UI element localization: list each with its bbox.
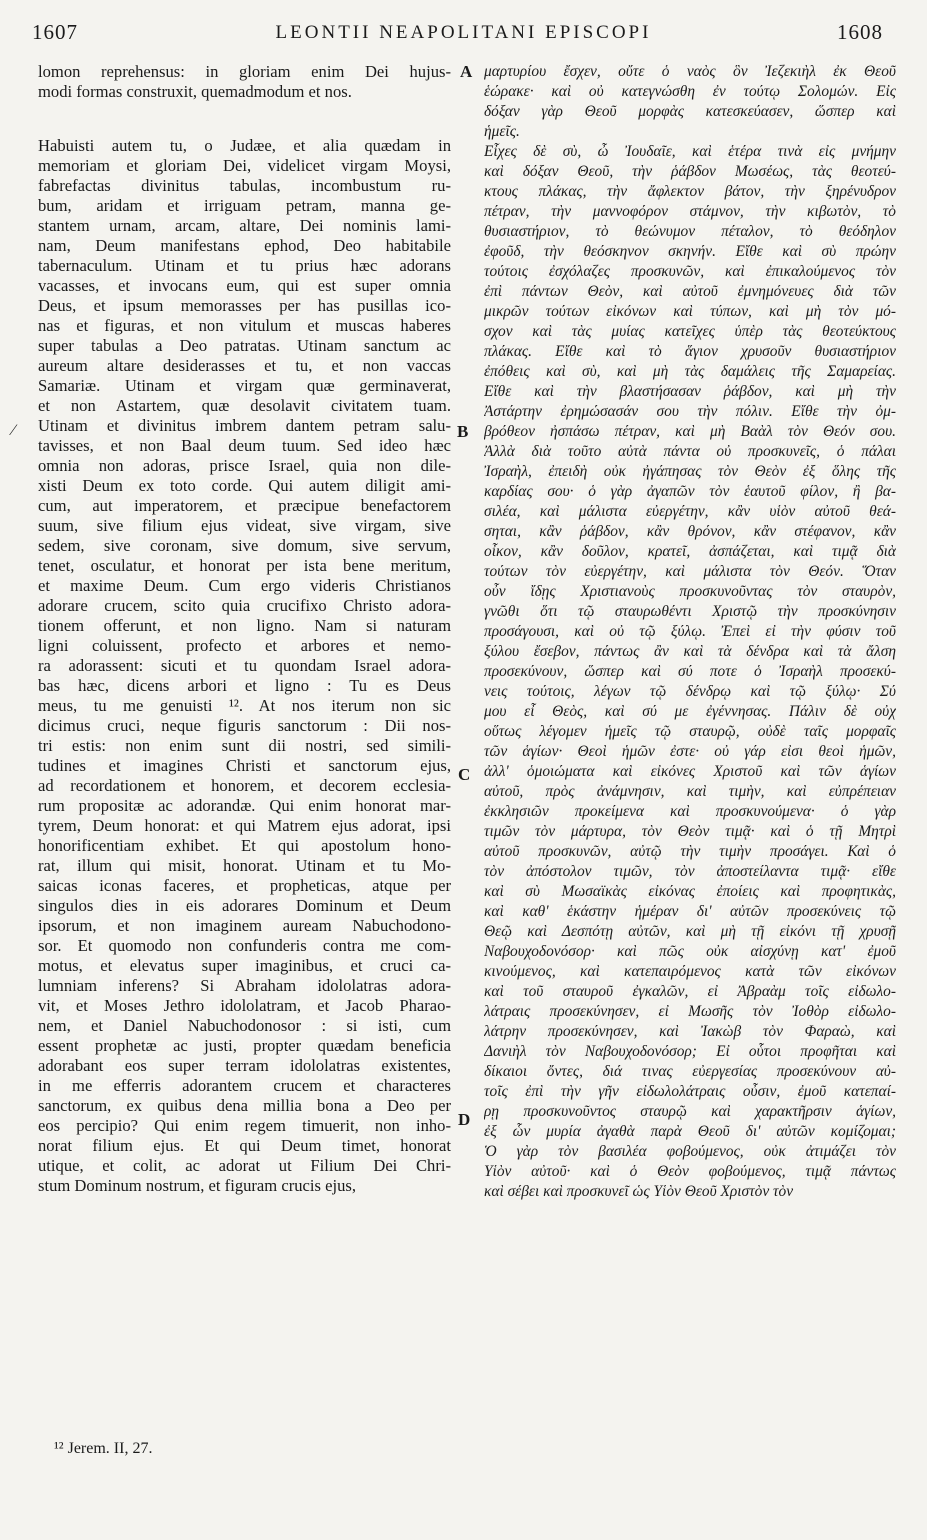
text-line: aureum altare desiderasses et tu, et non vaccas xyxy=(38,356,451,375)
text-line: Ἀστάρτην ἐρημώσασάν σου τὴν πόλιν. Εἴθε τὴν ὀμ- xyxy=(484,403,896,420)
text-line: memoriam et gloriam Dei, videlicet virgam Moysi, xyxy=(38,156,451,175)
text-line: Θεῷ καὶ Δεσπότῃ αὐτῶν, καὶ μὴ τῇ εἰκόνι τῇ χρυσῇ xyxy=(484,923,896,940)
text-line: μαρτυρίου ἔσχεν, οὔτε ὁ ναὸς ὃν Ἰεζεκιὴλ ἐκ Θεοῦ xyxy=(484,63,896,80)
text-line: καρδίας σου· ὁ γὰρ ἀγαπῶν τὸν ἑαυτοῦ φίλον, ἢ βα- xyxy=(484,483,896,500)
text-line: ἡμεῖς. xyxy=(484,123,520,140)
text-line: νεις τούτοις, λέγων τῷ δένδρῳ καὶ τῷ ξύλῳ· Σύ xyxy=(484,683,896,700)
paragraph-gap xyxy=(38,102,451,136)
text-line: tyrem, Deum honorat: et qui Matrem ejus adorat, ipsi xyxy=(38,816,451,835)
text-line: sor. Et quomodo non confunderis contra me com- xyxy=(38,936,451,955)
text-line: αὐτοῦ, πρὸς ἀνάμνησιν, καὶ τιμὴν, καὶ εὐπρέπειαν xyxy=(484,783,896,800)
text-line: honorificentiam exhibet. Et qui apostolum hono- xyxy=(38,836,451,855)
text-line: nam, Deum manifestans ephod, Deo habitabile xyxy=(38,236,451,255)
text-line: suum, sive filium ejus videat, sive virgam, sive xyxy=(38,516,451,535)
text-line: dicimus cruci, neque figuris sanctorum : Dii nos- xyxy=(38,716,451,735)
text-line: ἐκκλησιῶν προκείμενα καὶ προσκυνούμενα· ὁ γὰρ xyxy=(484,803,896,820)
text-line: singulos dies in eis adorares Dominum et Deum xyxy=(38,896,451,915)
text-line: ra adorassent: sicuti et tu quondam Israel adora- xyxy=(38,656,451,675)
text-line: Samariæ. Utinam et virgam quæ germinaverat, xyxy=(38,376,451,395)
text-line: Ἰσραὴλ, ἐπειδὴ οὐκ ἠγάπησας τὸν Θεὸν ἐξ ὅλης τῆς xyxy=(484,463,896,480)
text-line: θυσιαστήριον, τὸ θεώνυμον πέταλον, τὸ θεόδηλον xyxy=(484,223,896,240)
text-line: stantem urnam, arcam, altare, Dei nominis lami- xyxy=(38,216,451,235)
text-line: nas et figuras, et non vitulum et muscas haberes xyxy=(38,316,451,335)
text-line: καὶ τοῦ σταυροῦ ἐγκαλῶν, εἰ Ἀβραὰμ τοῖς εἰδωλο- xyxy=(484,983,896,1000)
text-line: λάτρην προσεκύνησεν, καὶ Ἰακὼβ τὸν Φαραὼ, καὶ xyxy=(484,1023,896,1040)
page-number-left: 1607 xyxy=(32,20,78,44)
text-line: ligni coluissent, profecto et arbores et nemo- xyxy=(38,636,451,655)
text-line: δόξαν γὰρ Θεοῦ μορφὰς κατεσκεύασεν, ὥσπερ καὶ xyxy=(484,103,896,120)
text-line: meus, tu me genuisti ¹². At nos iterum non sic xyxy=(38,696,451,715)
footnote: ¹² Jerem. II, 27. xyxy=(54,1440,153,1457)
text-line: καὶ δόξαν Θεοῦ, τὴν ῥάβδον Μωσέως, τὰς θεοτεύ- xyxy=(484,163,896,180)
text-line: et maxime Deum. Cum ergo videris Christianos xyxy=(38,576,451,595)
text-line: τοῖς ἐπὶ τὴν γῆν εἰδωλολάτραις οὖσιν, ἐμοῦ κατεπαί- xyxy=(484,1083,896,1100)
text-line: in me efferris adorantem crucem et characteres xyxy=(38,1076,451,1095)
text-line: super tabulas a Deo patratas. Utinam sanctum ac xyxy=(38,336,451,355)
text-line: tionem offerunt, et non ligno. Nam si naturam xyxy=(38,616,451,635)
text-line: omnia non adoras, prisce Israel, quia non dile- xyxy=(38,456,451,475)
text-line: Habuisti autem tu, o Judæe, et alia quædam in xyxy=(38,136,451,155)
text-line: stum Dominum nostrum, et figuram crucis ejus, xyxy=(38,1176,357,1195)
text-line: et non Astartem, quæ desolavit civitatem tuam. xyxy=(38,396,451,415)
text-line: essent prophetæ ac justi, propter quædam beneficia xyxy=(38,1036,451,1055)
section-marker-d: D xyxy=(458,1110,471,1129)
text-line: cum, aut imperatorem, et præcipue benefactorem xyxy=(38,496,451,515)
page-number-right: 1608 xyxy=(837,20,883,44)
text-line: ad recordationem et honorem, et decorem ecclesia- xyxy=(38,776,451,795)
text-line: Deus, et ipsum memorasses per has pusillas ico- xyxy=(38,296,451,315)
text-line: τούτοις ἐσχόλαζες προσκυνῶν, καὶ ἐπικαλούμενος τὸν xyxy=(484,263,896,280)
text-line: ἐφοῦδ, τὴν θεόσκηνον σκηνήν. Εἴθε καὶ σὺ πρώην xyxy=(484,243,896,260)
text-line: καὶ σὺ Μωσαϊκὰς εἰκόνας ἐποίεις καὶ προφητικὰς, xyxy=(484,883,896,900)
text-line: πέτραν, τὴν μαννοφόρον στάμνον, τὴν κιβωτὸν, τὸ xyxy=(484,203,896,220)
text-line: δίκαιοι ὄντες, διά τινας εὐεργεσίας προσεκύνουν αὐ- xyxy=(484,1063,896,1080)
margin-annotation: ⁄ xyxy=(12,422,15,439)
text-line: καὶ σέβει καὶ προσκυνεῖ ὡς Υἱὸν Θεοῦ Χριστὸν τὸν xyxy=(484,1183,794,1200)
text-line: rat, illum qui misit, honorat. Utinam et tu Mo- xyxy=(38,856,451,875)
text-line: tudines et imagines Christi et sanctorum ejus, xyxy=(38,756,451,775)
section-marker-c: C xyxy=(458,765,471,784)
text-line: fabrefactas divinitus tabulas, incombustum ru- xyxy=(38,176,451,195)
text-line: αὐτοῦ προσκυνῶν, αὐτῷ τὴν τιμὴν προσάγει. Καὶ ὁ xyxy=(484,843,896,860)
text-line: Εἶχες δὲ σὺ, ὦ Ἰουδαῖε, καὶ ἑτέρα τινὰ εἰς μνήμην xyxy=(484,143,896,160)
text-line: τὸν ἀπόστολον τιμῶν, τὸν ἀποστείλαντα τιμᾷ· εἴθε xyxy=(484,863,896,880)
text-line: μικρῶν τούτων εἰκόνων καὶ τύπων, καὶ μὴ τὸν μό- xyxy=(484,303,896,320)
text-line: βρόθεον ἠσπάσω πέτραν, καὶ μὴ Βαὰλ τὸν Θεόν σου. xyxy=(484,423,896,440)
text-line: ἀλλ' ὁμοιώματα καὶ εἰκόνες Χριστοῦ καὶ τῶν ἁγίων xyxy=(484,763,896,780)
text-line: rum propositæ ac adorandæ. Qui enim honorat mar- xyxy=(38,796,451,815)
text-line: sanctorum, ex quibus dena millia bona a Deo per xyxy=(38,1096,451,1115)
section-marker-a: A xyxy=(460,62,473,81)
text-line: οἶκον, κἂν δοῦλον, κρατεῖ, ἀσπάζεται, καὶ τιμᾷ διὰ xyxy=(484,543,896,560)
text-line: tabernaculum. Utinam et tu prius hæc adorans xyxy=(38,256,451,275)
text-line: Ἀλλὰ διὰ τοῦτο αὐτὰ πάντα οὐ προσκυνεῖς, ὁ πάλαι xyxy=(484,443,896,460)
text-line: σηται, κἂν ῥάβδον, κἂν θρόνον, κἂν στέφανον, κἂν xyxy=(484,523,896,540)
text-line: τούτων τὸν εὐεργέτην, καὶ μάλιστα τὸν Θεόν. Ὅταν xyxy=(484,563,896,580)
text-line: κτους πλάκας, τὴν ἄφλεκτον βάτον, τὴν ξηρένυδρον xyxy=(484,183,896,200)
text-line: προσάγουσι, καὶ οὐ τῷ ξύλῳ. Ἐπεὶ εἰ τὴν φύσιν τοῦ xyxy=(484,623,896,640)
text-line: vit, et Moses Jethro idololatram, et Jacob Pharao- xyxy=(38,996,451,1015)
text-line: adorabant eos super terram idololatras existentes, xyxy=(38,1056,451,1075)
text-line: sedem, sive coronam, sive domum, sive servum, xyxy=(38,536,451,555)
text-line: ἐπὶ πάντων Θεὸν, καὶ αὐτοῦ ἐμνημόνευες διὰ τῶν xyxy=(484,283,896,300)
text-line: Ναβουχοδονόσορ· καὶ πῶς οὐκ αἰσχύνῃ κατ' ἐμοῦ xyxy=(484,943,896,960)
text-line: πλάκας. Εἴθε καὶ τὸ ἅγιον χρυσοῦν θυσιαστήριον xyxy=(484,343,896,360)
text-line: Υἱὸν αὐτοῦ· καὶ ὁ Θεὸν φοβούμενος, τιμᾷ πάντως xyxy=(484,1163,896,1180)
text-line: motus, et elevatus super imaginibus, et cruci ca- xyxy=(38,956,451,975)
text-line: xisti Deum ex toto corde. Qui autem diligit ami- xyxy=(38,476,451,495)
text-line: lomon reprehensus: in gloriam enim Dei hujus- xyxy=(38,62,451,81)
text-line: σχον καὶ τὰς μυίας κατεῖχες ὑπὲρ τὰς θεοτεύκτους xyxy=(484,323,896,340)
text-line: adorare crucem, scito quia crucifixo Christo adora- xyxy=(38,596,451,615)
text-line: λάτραις προσεκύνησεν, εἰ Μωσῆς τὸν Ἰοθὸρ εἰδωλο- xyxy=(484,1003,896,1020)
text-line: modi formas construxit, quemadmodum et nos. xyxy=(38,82,352,101)
text-line: eos percipio? Qui enim regem timuerit, non inho- xyxy=(38,1116,451,1135)
text-line: τιμῶν τὸν μάρτυρα, τὸν Θεὸν τιμᾷ· καὶ ὁ τῇ Μητρὶ xyxy=(484,823,896,840)
text-line: μου εἶ Θεὸς, καὶ σύ με ἐγέννησας. Πάλιν δὲ οὐχ xyxy=(484,703,896,720)
text-line: προσεκύνουν, ὥσπερ καὶ σύ ποτε ὁ Ἰσραὴλ προσεκύ- xyxy=(484,663,896,680)
text-line: γνῶθι ὅτι τῷ σταυρωθέντι Χριστῷ τὴν προσκύνησιν xyxy=(484,603,896,620)
text-line: ipsorum, et non imaginem auream Nabuchodono- xyxy=(38,916,451,935)
text-line: tenet, osculatur, et honorat per ista bene meritum, xyxy=(38,556,451,575)
text-line: τῶν ἁγίων· Θεοὶ ἡμῶν ἐστε· οὐ γάρ εἰσι θεοὶ ἡμῶν, xyxy=(484,743,896,760)
text-line: καὶ καθ' ἑκάστην ἡμέραν δι' αὐτῶν προσεκύνεις τῷ xyxy=(484,903,896,920)
page-header xyxy=(0,0,927,50)
text-line: bum, aridam et irriguam petram, manna ge- xyxy=(38,196,451,215)
text-line: ἐξ ὧν μυρία ἀγαθὰ παρὰ Θεοῦ δι' αὐτῶν κομίζομαι; xyxy=(484,1123,896,1140)
text-line: σιλέα, καὶ μάλιστα εὐεργέτην, κἂν υἱὸν αὐτοῦ θεά- xyxy=(484,503,896,520)
section-marker-b: B xyxy=(457,422,469,441)
text-line: lumniam inferens? Si Abraham idololatras adora- xyxy=(38,976,451,995)
text-line: κινούμενος, καὶ κατεπαιρόμενος κατὰ τῶν εἰκόνων xyxy=(484,963,896,980)
text-line: Εἴθε καὶ τὴν βλαστήσασαν ῥάβδον, καὶ μὴ τὴν xyxy=(484,383,896,400)
text-line: tri estis: non enim sunt dii nostri, sed simili- xyxy=(38,736,451,755)
greek-column xyxy=(484,62,896,1202)
text-line: Utinam et divinitus imbrem dantem petram salu- xyxy=(38,416,451,435)
text-line: tavisses, et non Baal deum tuum. Sed ideo hæc xyxy=(38,436,451,455)
text-line: ξύλου ἔσεβον, πάντως ἂν καὶ τὰ δένδρα καὶ τὰ ἄλση xyxy=(484,643,896,660)
text-line: vacasses, et invocans eum, qui est super omnia xyxy=(38,276,451,295)
text-line: ἑώρακε· καὶ οὐ κατεγνώσθη ἐν τούτῳ Σολομών. Εἰς xyxy=(484,83,896,100)
text-line: ρῃ προσκυνοῦντος σταυρῷ καὶ χαρακτῆρσιν ἁγίων, xyxy=(484,1103,896,1120)
text-line: bas hæc, dicens arbori et ligno : Tu es Deus xyxy=(38,676,451,695)
latin-column xyxy=(38,62,451,1196)
text-line: utique, et colit, ac adorat ut Filium Dei Chri- xyxy=(38,1156,451,1175)
text-line: οὕτως λέγομεν ἡμεῖς τῷ σταυρῷ, οὐδὲ ταῖς μορφαῖς xyxy=(484,723,896,740)
text-line: norat filium ejus. Et qui Deum timet, honorat xyxy=(38,1136,451,1155)
text-line: Ὁ γὰρ τὸν βασιλέα φοβούμενος, οὐκ ἀτιμάζει τὸν xyxy=(484,1143,896,1160)
text-line: οὖν ἴδῃς Χριστιανοὺς προσκυνοῦντας τὸν σταυρὸν, xyxy=(484,583,896,600)
text-line: Δανιὴλ τὸν Ναβουχοδονόσορ; Εἰ οὗτοι προφῆται καὶ xyxy=(484,1043,896,1060)
running-title: LEONTII NEAPOLITANI EPISCOPI xyxy=(275,22,652,43)
text-line: saicas iconas faceres, et propheticas, atque per xyxy=(38,876,451,895)
text-line: ἐπόθεις καὶ σὺ, καὶ μὴ τὰς δαμάλεις τῆς Σαμαρείας. xyxy=(484,363,896,380)
text-line: nem, et Daniel Nabuchodonosor : si isti, cum xyxy=(38,1016,451,1035)
